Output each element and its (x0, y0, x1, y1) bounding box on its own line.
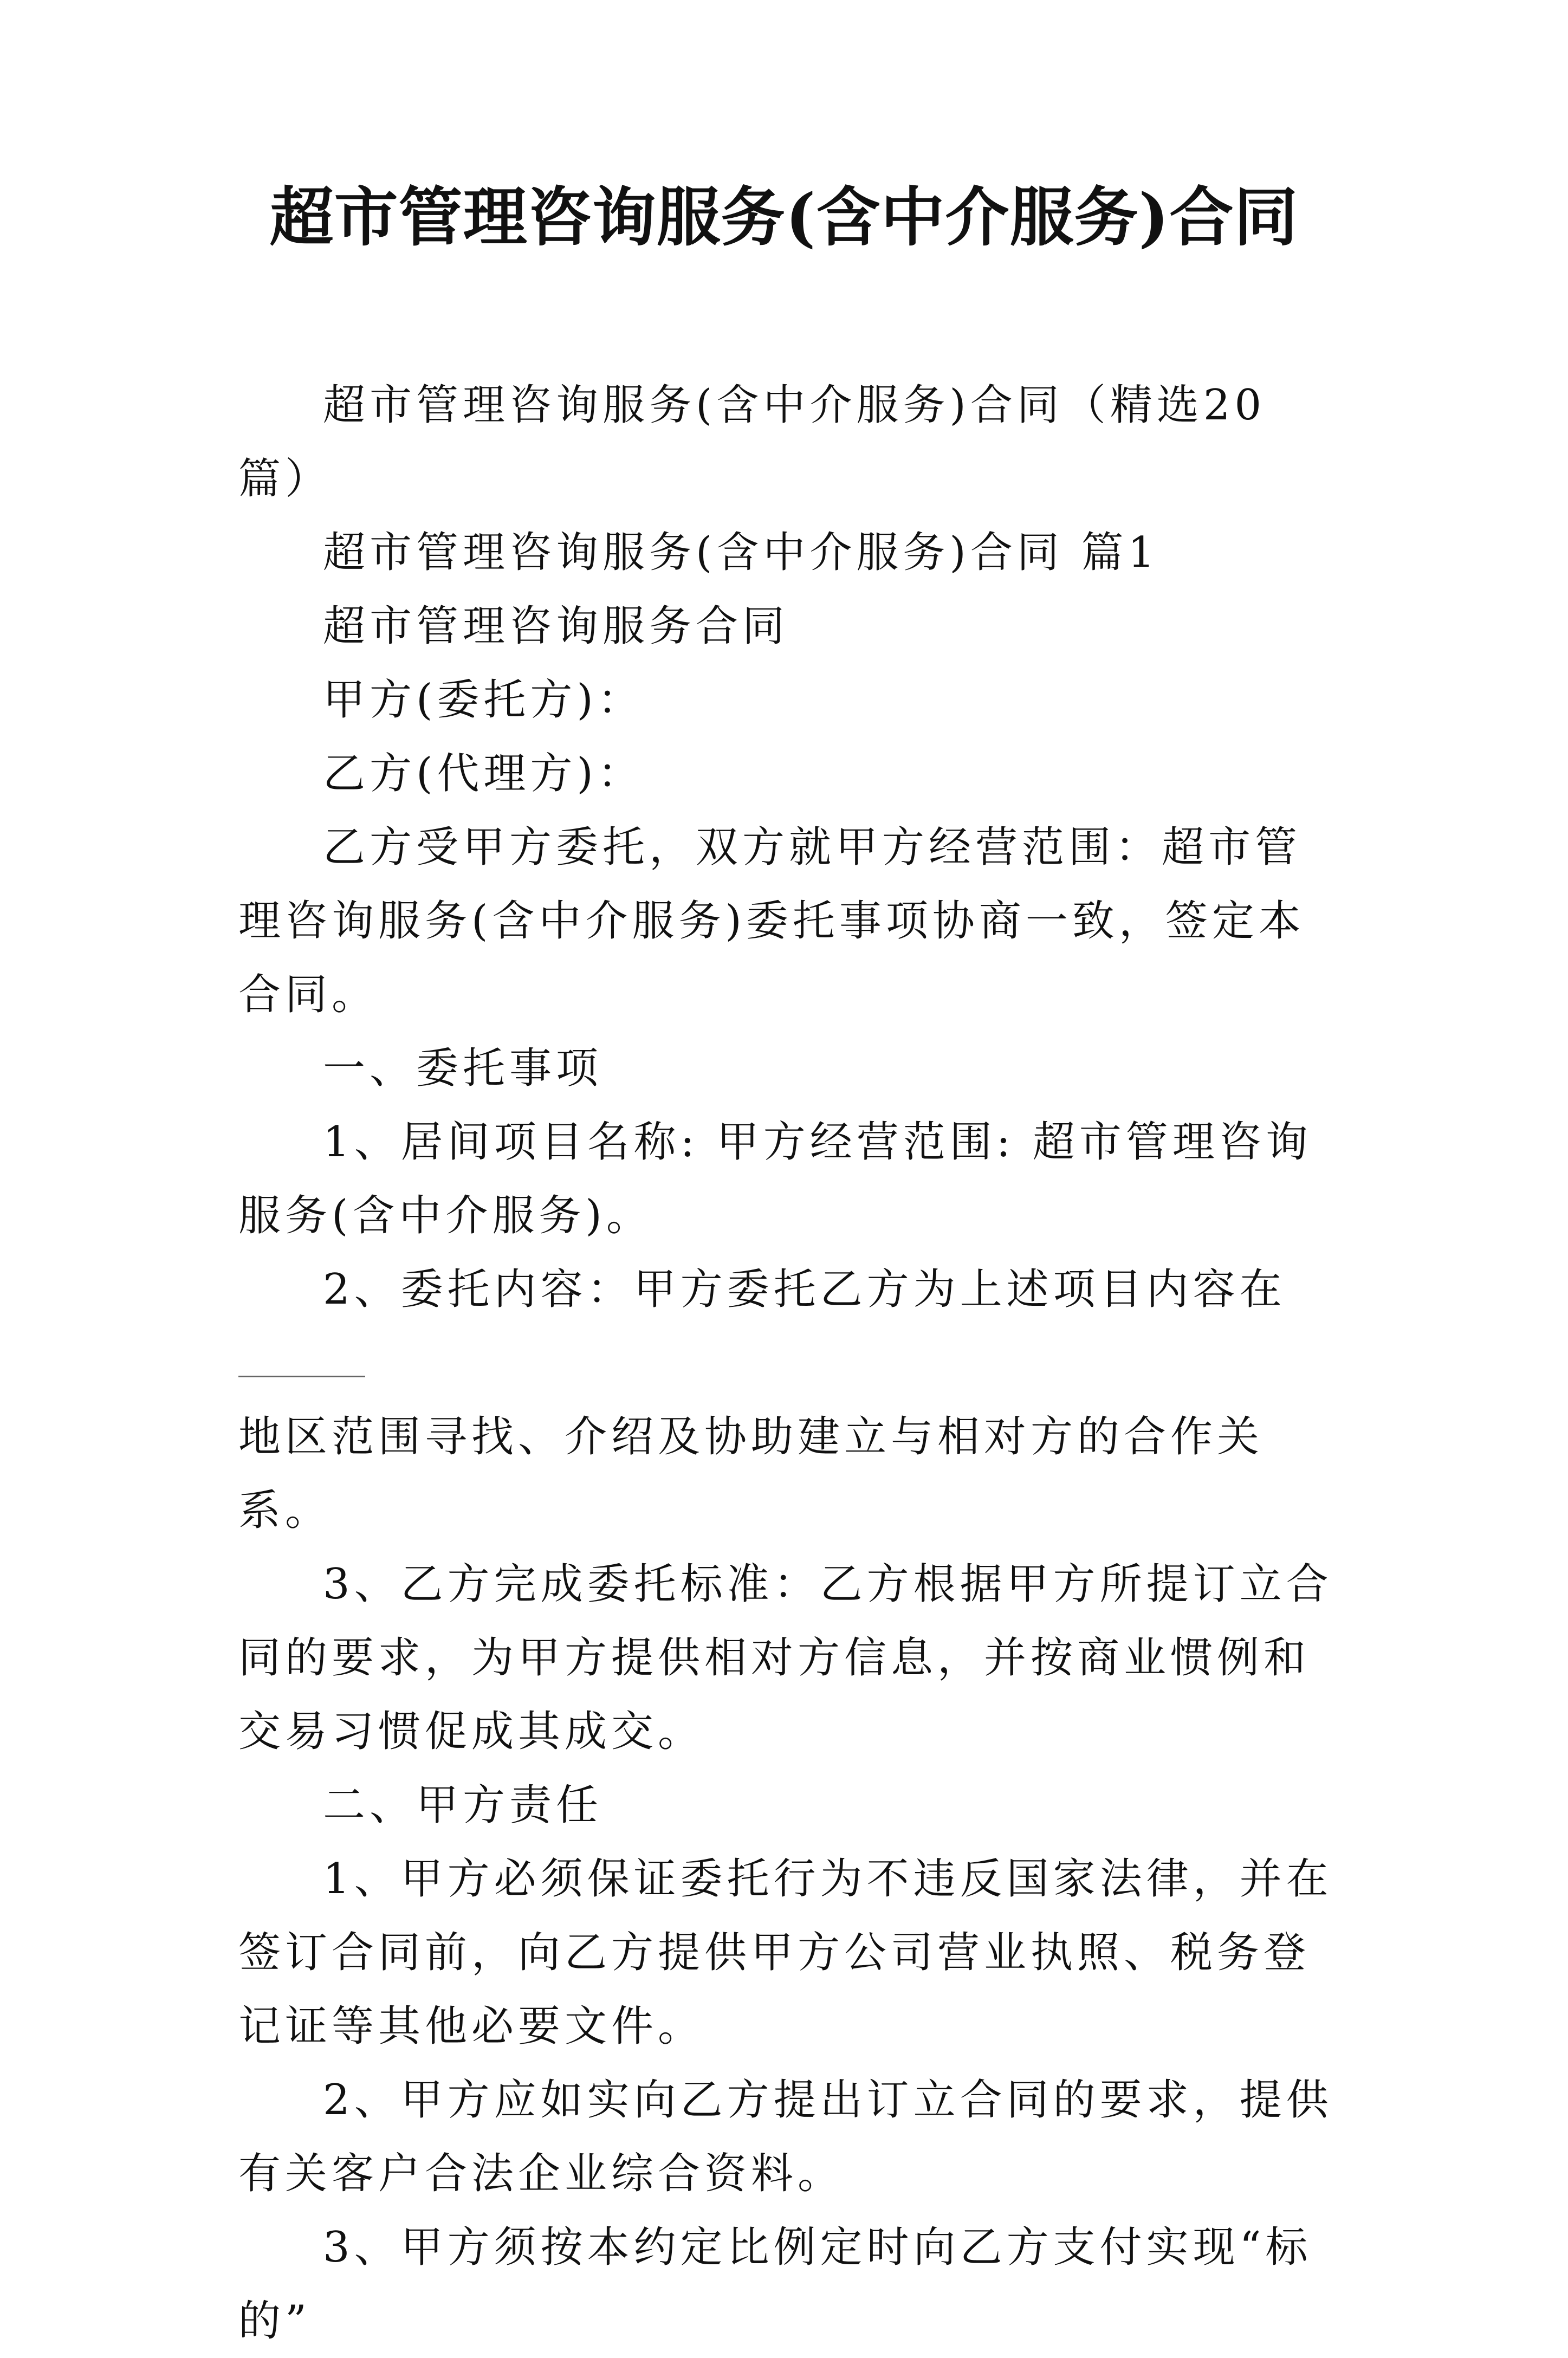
paragraph-item-1-1: 1、居间项目名称: 甲方经营范围: 超市管理咨询服务(含中介服务)。 (238, 1118, 1312, 1240)
paragraph-intro: 乙方受甲方委托，双方就甲方经营范围：超市管理咨询服务(含中介服务)委托事项协商一致，签定本合同。 (238, 823, 1305, 1019)
paragraph-item-2-3: 3、甲方须按本约定比例定时向乙方支付实现“标的” (238, 2223, 1312, 2346)
paragraph-item-1-2-text: 2、委托内容：甲方委托乙方为上述项目内容在 (323, 1265, 1286, 1314)
paragraph-section-heading: 超市管理咨询服务(含中介服务)合同 篇1 (323, 528, 1159, 577)
paragraph-item-2-2: 2、甲方应如实向乙方提出订立合同的要求，提供有关客户合法企业综合资料。 (238, 2076, 1333, 2198)
paragraph-item-2-1: 1、甲方必须保证委托行为不违反国家法律，并在签订合同前，向乙方提供甲方公司营业执照、税务登记证等其他必要文件。 (238, 1855, 1333, 2051)
document-body (238, 368, 1333, 2358)
document-title: 超市管理咨询服务(含中介服务)合同 (269, 179, 1299, 255)
paragraph-heading-2: 二、甲方责任 (323, 1781, 603, 1830)
paragraph-item-1-3: 3、乙方完成委托标准：乙方根据甲方所提订立合同的要求，为甲方提供相对方信息，并按商业惯例和交易习惯促成其成交。 (238, 1560, 1333, 1756)
paragraph-item-1-2 (238, 1253, 1333, 1400)
paragraph-party-a: 甲方(委托方)： (323, 676, 644, 724)
fill-in-blank-line (238, 1338, 365, 1377)
paragraph-party-b: 乙方(代理方)： (323, 749, 644, 798)
paragraph-contract-name: 超市管理咨询服务合同 (323, 602, 789, 651)
paragraph-subtitle: 超市管理咨询服务(含中介服务)合同（精选20篇） (238, 381, 1266, 503)
paragraph-item-1-2-cont: 地区范围寻找、介绍及协助建立与相对方的合作关系。 (238, 1413, 1264, 1535)
paragraph-heading-1: 一、委托事项 (323, 1044, 603, 1093)
